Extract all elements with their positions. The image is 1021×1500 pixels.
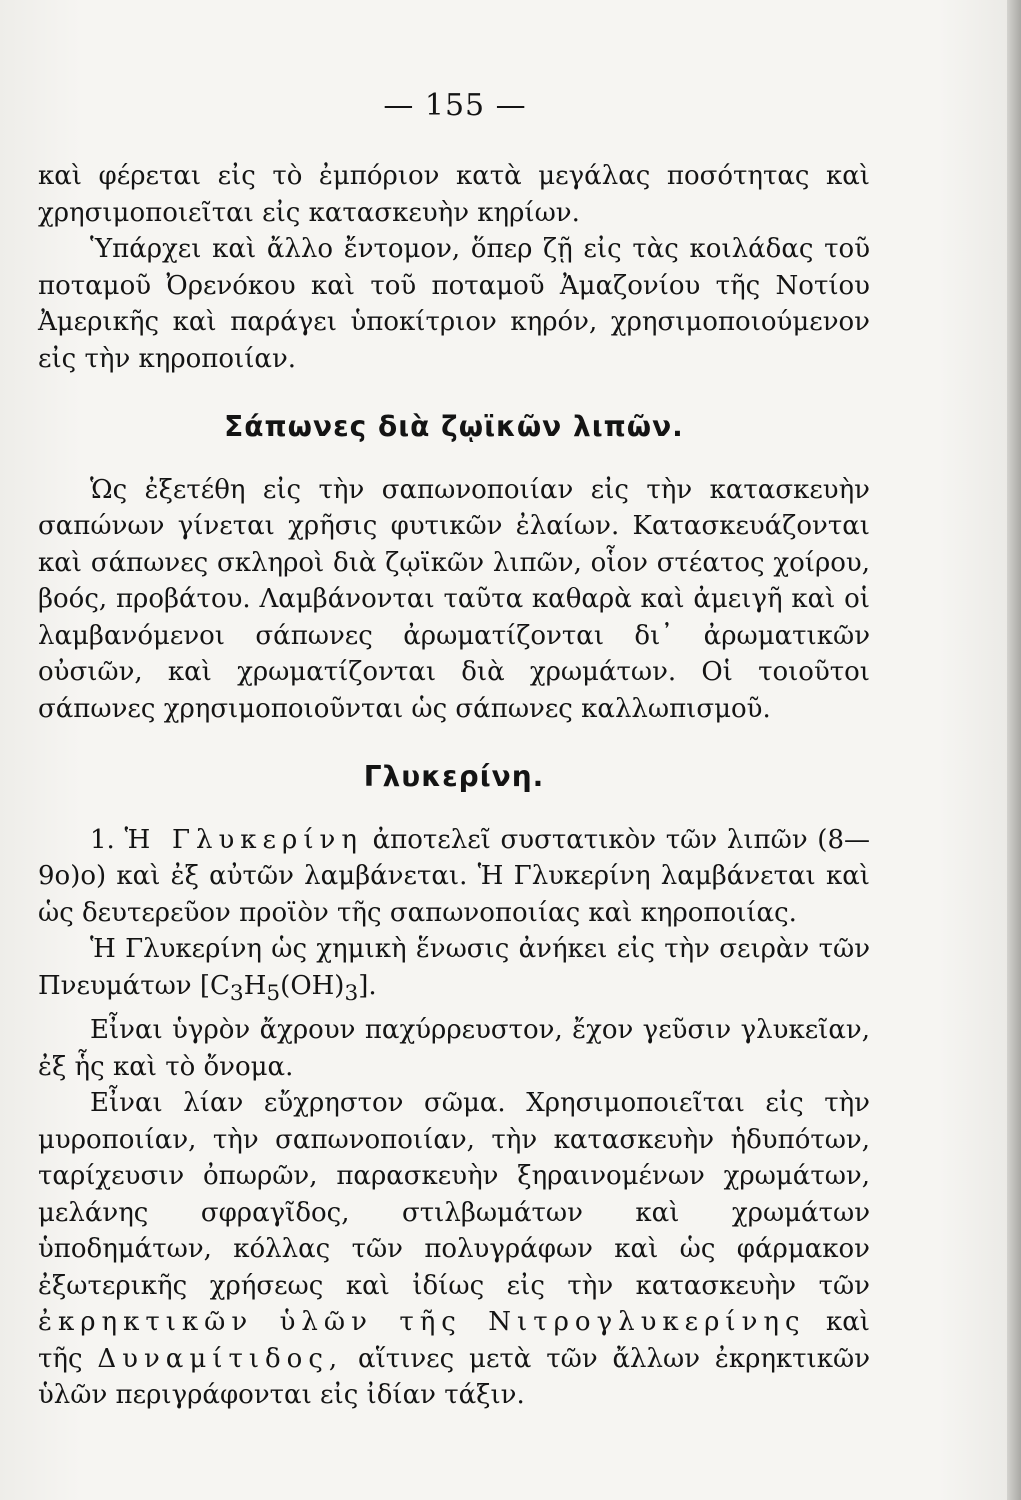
formula-close: ].: [358, 970, 377, 1001]
term-glycerin: Ἡ Γλυκερίνη: [124, 824, 363, 855]
page-body: [38, 158, 870, 1414]
formula-hydrogen: H: [243, 970, 267, 1001]
paragraph-number: 1.: [90, 824, 115, 855]
term-dynamite: Δυναμίτιδος,: [97, 1343, 344, 1374]
formula-hydroxyl-count: 3: [344, 980, 359, 1006]
paragraph-glycerin-source: [38, 822, 870, 932]
paragraph-animal-fat-soaps: Ὡς ἐξετέθη εἰς τὴν σαπωνοποιίαν εἰς τὴν κατασκευὴν σαπώνων γίνεται χρῆσις φυτικῶν ἐλαίων. Κατασκευάζονται καὶ σάπωνες σκληροὶ διὰ ζῳϊκῶν λιπῶν, οἷον στέατος χοίρου, βοός, προβάτου. Λαμβάνονται ταῦτα καθαρὰ καὶ ἀμειγῆ καὶ οἱ λαμβανόμενοι σάπωνες ἀρωματίζονται δι᾿ ἀρωματικῶν οὐσιῶν, καὶ χρωματίζονται διὰ χρωμάτων. Οἱ τοιοῦτοι σάπωνες χρησιμοποιοῦνται ὡς σάπωνες καλλωπισμοῦ.: [38, 474, 870, 724]
glycerin-uses-text: Εἶναι λίαν εὔχρηστον σῶμα. Χρησιμοποιεῖται εἰς τὴν μυροποιίαν, τὴν σαπωνοποιίαν, τὴν κατασκευὴν ἡδυπότων, ταρίχευσιν ὀπωρῶν, παρασκευὴν ξηραινομένων χρωμάτων, μελάνης σφραγῖδος, στιλβωμάτων καὶ χρωμάτων ὑποδημάτων, κόλλας τῶν πολυγράφων καὶ ὡς φάρμακον ἐξωτερικῆς χρήσεως καὶ ἰδίως εἰς τὴν κατασκευὴν τῶν: [38, 1088, 870, 1301]
heading-soaps-animal-fats: Σάπωνες διὰ ζῳϊκῶν λιπῶν.: [224, 410, 684, 443]
paragraph-glycerin-chemistry: [38, 931, 870, 1012]
heading-glycerin: Γλυκερίνη.: [363, 760, 545, 793]
glycerin-uses-ending: αἵτινες μετὰ τῶν ἄλλων ἐκρηκτικῶν ὑλῶν περιγράφονται εἰς ἰδίαν τάξιν.: [38, 1343, 871, 1411]
formula-hydroxyl: (OH): [280, 970, 345, 1001]
formula-hydrogen-count: 5: [266, 980, 281, 1006]
page-number: — 155 —: [383, 88, 527, 123]
paragraph-glycerin-source-text: ἀποτελεῖ συστατικὸν τῶν λιπῶν (8—9ο)ο) καὶ ἐξ αὐτῶν λαμβάνεται. Ἡ Γλυκερίνη λαμβάνεται καὶ ὡς δευτερεῦον προϊὸν τῆς σαπωνοποιίας καὶ κηροποιίας.: [38, 824, 870, 928]
paragraph-glycerin-properties: Εἶναι ὑγρὸν ἄχρουν παχύρρευστον, ἔχον γεῦσιν γλυκεῖαν, ἐξ ἧς καὶ τὸ ὄνομα.: [38, 1015, 870, 1082]
paragraph-glycerin-uses: [38, 1085, 870, 1414]
formula-carbon-count: 3: [229, 980, 244, 1006]
formula-carbon: C: [210, 970, 230, 1001]
term-nitroglycerin: ἐκρηκτικῶν ὑλῶν τῆς Νιτρογλυκερίνης: [38, 1307, 806, 1338]
book-spine-shadow: [1007, 0, 1021, 1500]
glycerin-uses-joiner: καὶ τῆς: [38, 1307, 870, 1374]
paragraph-insect-wax: Ὑπάρχει καὶ ἄλλο ἔντομον, ὅπερ ζῇ εἰς τὰς κοιλάδας τοῦ ποταμοῦ Ὀρενόκου καὶ τοῦ ποταμοῦ Ἀμαζονίου τῆς Νοτίου Ἀμερικῆς καὶ παράγει ὑποκίτριον κηρόν, χρησιμοποιούμενον εἰς τὴν κηροποιίαν.: [38, 234, 870, 374]
chemical-formula: [210, 970, 377, 1006]
paragraph-wax-trade: καὶ φέρεται εἰς τὸ ἐμπόριον κατὰ μεγάλας ποσότητας καὶ χρησιμοποιεῖται εἰς κατασκευὴν κηρίων.: [38, 161, 870, 228]
glycerin-chemistry-text: Ἡ Γλυκερίνη ὡς χημικὴ ἕνωσις ἀνήκει εἰς τὴν σειρὰν τῶν Πνευμάτων [: [38, 934, 870, 1001]
